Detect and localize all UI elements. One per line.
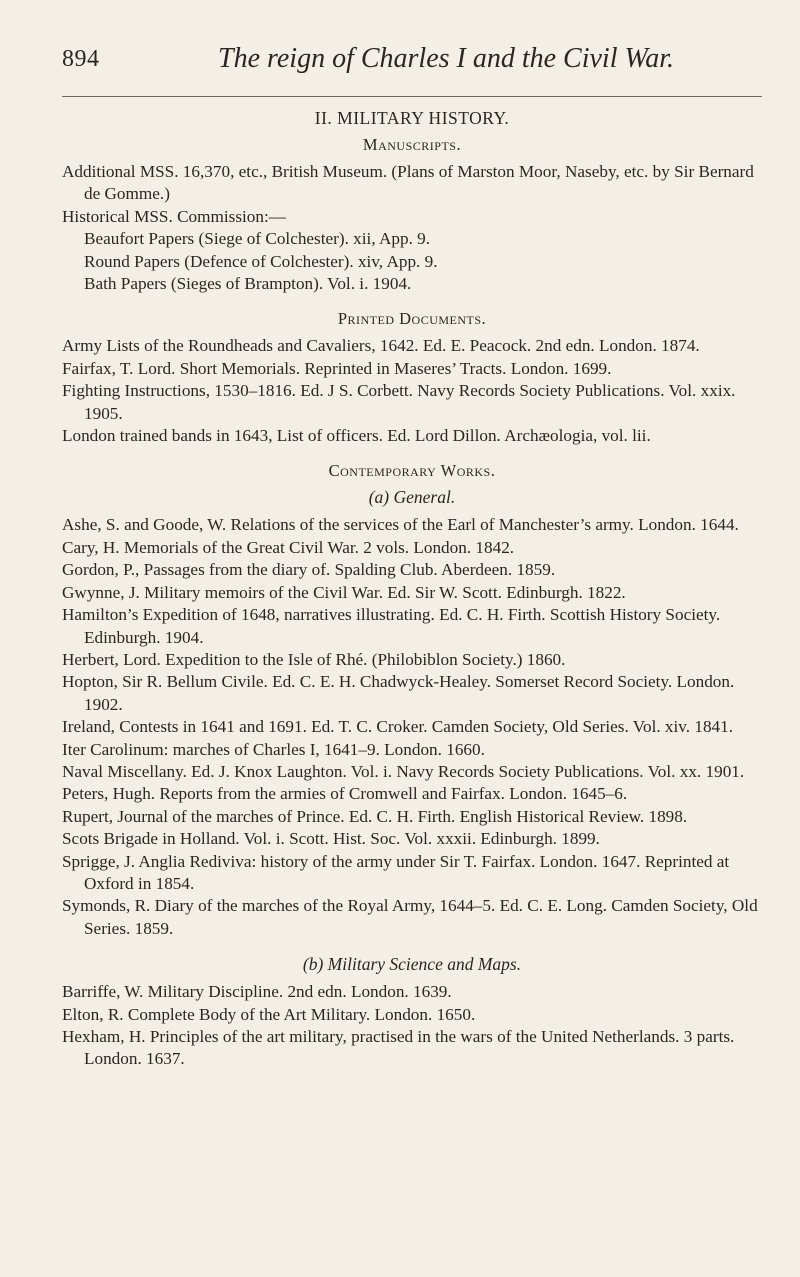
bibliography-entry: Army Lists of the Roundheads and Cavaliers, 1642. Ed. E. Peacock. 2nd edn. London. 1874. bbox=[62, 336, 700, 356]
running-head bbox=[62, 43, 762, 86]
bibliography-entry: Hamilton’s Expedition of 1648, narratives illustrating. Ed. C. H. Firth. Scottish History Society. Edinburgh. 1904. bbox=[62, 605, 721, 647]
section-title: II. MILITARY HISTORY. bbox=[314, 108, 510, 128]
page-body bbox=[62, 108, 762, 1071]
running-title: The reign of Charles I and the Civil War. bbox=[218, 43, 675, 74]
bibliography-entry: Gwynne, J. Military memoirs of the Civil War. Ed. Sir W. Scott. Edinburgh. 1822. bbox=[62, 582, 626, 602]
bibliography-entry: Gordon, P., Passages from the diary of. Spalding Club. Aberdeen. 1859. bbox=[62, 560, 556, 580]
bibliography-entry: Fairfax, T. Lord. Short Memorials. Reprinted in Maseres’ Tracts. London. 1699. bbox=[62, 358, 612, 378]
general-subheading: (a) General. bbox=[368, 487, 456, 508]
military-science-subheading: (b) Military Science and Maps. bbox=[302, 954, 522, 975]
bibliography-entry: Hexham, H. Principles of the art military, practised in the wars of the United Netherlands. 3 parts. London. 1637. bbox=[62, 1027, 735, 1069]
bibliography-entry: Symonds, R. Diary of the marches of the Royal Army, 1644–5. Ed. C. E. Long. Camden Society, Old Series. 1859. bbox=[62, 896, 758, 938]
bibliography-entry: Rupert, Journal of the marches of Prince. Ed. C. H. Firth. English Historical Review. 1898. bbox=[62, 806, 688, 826]
bibliography-entry: Ashe, S. and Goode, W. Relations of the services of the Earl of Manchester’s army. London. 1644. bbox=[62, 515, 739, 535]
bibliography-entry: Fighting Instructions, 1530–1816. Ed. J S. Corbett. Navy Records Society Publications. Vol. xxix. 1905. bbox=[62, 381, 736, 423]
bibliography-entry: Herbert, Lord. Expedition to the Isle of Rhé. (Philobiblon Society.) 1860. bbox=[62, 649, 566, 669]
bibliography-entry: Barriffe, W. Military Discipline. 2nd edn. London. 1639. bbox=[62, 982, 452, 1002]
page-number: 894 bbox=[62, 46, 100, 72]
printed-documents-heading: Printed Documents. bbox=[337, 309, 487, 329]
bibliography-entry: Hopton, Sir R. Bellum Civile. Ed. C. E. H. Chadwyck-Healey. Somerset Record Society. London. 1902. bbox=[62, 672, 735, 714]
bibliography-sub-entry: Beaufort Papers (Siege of Colchester). xii, App. 9. bbox=[84, 229, 431, 249]
manuscripts-heading: Manuscripts. bbox=[362, 135, 462, 154]
bibliography-entry: Peters, Hugh. Reports from the armies of Cromwell and Fairfax. London. 1645–6. bbox=[62, 784, 628, 804]
bibliography-entry: Cary, H. Memorials of the Great Civil War. 2 vols. London. 1842. bbox=[62, 537, 515, 557]
bibliography-entry: Iter Carolinum: marches of Charles I, 1641–9. London. 1660. bbox=[62, 739, 485, 759]
bibliography-entry: Ireland, Contests in 1641 and 1691. Ed. T. C. Croker. Camden Society, Old Series. Vol. xiv. 1841. bbox=[62, 717, 734, 737]
bibliography-sub-entry: Bath Papers (Sieges of Brampton). Vol. i. 1904. bbox=[84, 274, 412, 294]
bibliography-entry: Scots Brigade in Holland. Vol. i. Scott. Hist. Soc. Vol. xxxii. Edinburgh. 1899. bbox=[62, 829, 600, 849]
header-rule bbox=[62, 96, 762, 97]
bibliography-sub-entry: Round Papers (Defence of Colchester). xiv, App. 9. bbox=[84, 251, 438, 271]
bibliography-entry: Additional MSS. 16,370, etc., British Museum. (Plans of Marston Moor, Naseby, etc. by Sir Bernard de Gomme.) bbox=[62, 162, 754, 204]
bibliography-entry: Naval Miscellany. Ed. J. Knox Laughton. Vol. i. Navy Records Society Publications. Vol. xx. 1901. bbox=[62, 761, 745, 781]
bibliography-entry: London trained bands in 1643, List of officers. Ed. Lord Dillon. Archæologia, vol. lii. bbox=[62, 426, 651, 446]
bibliography-entry: Elton, R. Complete Body of the Art Military. London. 1650. bbox=[62, 1004, 476, 1024]
contemporary-works-heading: Contemporary Works. bbox=[328, 461, 496, 481]
bibliography-entry: Sprigge, J. Anglia Rediviva: history of the army under Sir T. Fairfax. London. 1647. Reprinted at Oxford in 1854. bbox=[62, 851, 730, 893]
bibliography-entry: Historical MSS. Commission:— bbox=[62, 206, 286, 226]
